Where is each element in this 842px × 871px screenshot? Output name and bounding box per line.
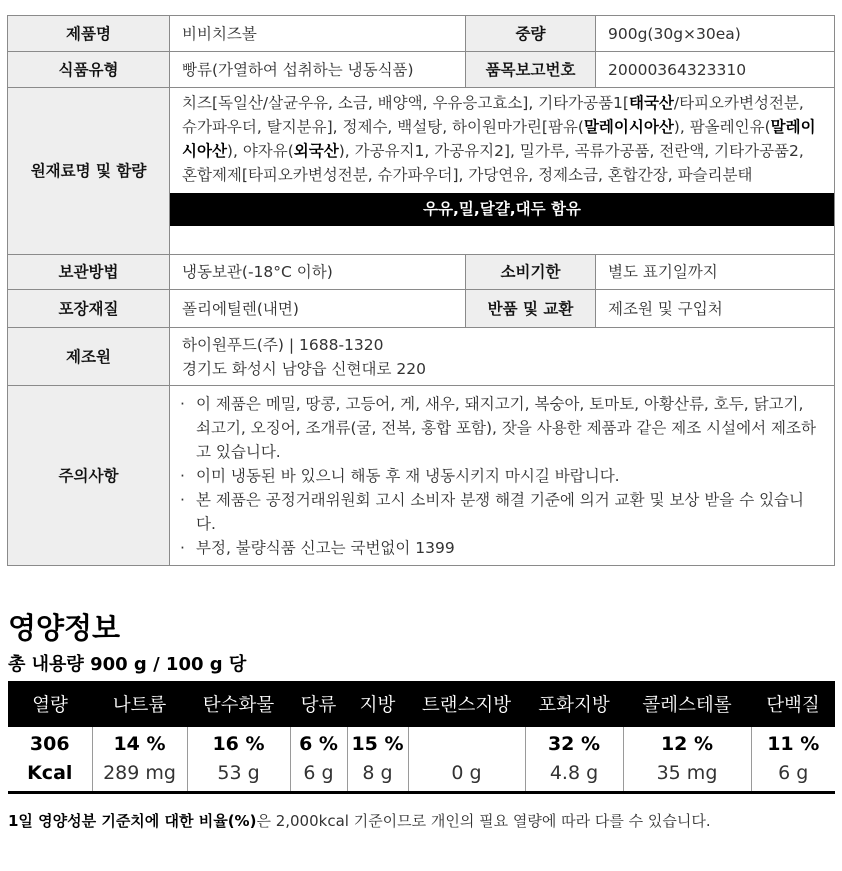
footnote-bold: 1일 영양성분 기준치에 대한 비율(%) (8, 812, 257, 830)
trans-fat-amount: 0 g (451, 762, 482, 784)
bullet-glyph: · (180, 394, 185, 413)
protein-percent: 11 % (767, 733, 820, 755)
ingredients-cell (170, 88, 835, 255)
nutrition-value-row (8, 727, 835, 793)
caution-item: · 이 제품은 메밀, 땅콩, 고등어, 게, 새우, 돼지고기, 복숭아, 토마토, 아황산류, 호두, 닭고기, 쇠고기, 오징어, 조개류(굴, 전복, 홍합 포함), 잣을 사용한 제품과 같은 제조 시설에서 제조하고 있습니다. (180, 392, 822, 464)
cell-calories (8, 727, 92, 793)
ingredients-label: 원재료명 및 함량 (8, 88, 170, 255)
allergen-banner: 우유,밀,달걀,대두 함유 (170, 193, 834, 226)
food-type-value: 빵류(가열하여 섭취하는 냉동식품) (170, 52, 466, 88)
sugars-amount: 6 g (303, 762, 334, 784)
protein-amount: 6 g (778, 762, 809, 784)
cell-saturated-fat (525, 727, 623, 793)
nutrition-serving: 총 내용량 900 g / 100 g 당 (8, 654, 247, 675)
cell-fat (347, 727, 408, 793)
header-protein: 단백질 (751, 681, 835, 727)
food-type-label: 식품유형 (8, 52, 170, 88)
bullet-glyph: · (180, 538, 185, 557)
row-ingredients (8, 88, 835, 255)
cell-cholesterol (623, 727, 751, 793)
row-food-type (8, 52, 835, 88)
expiry-label: 소비기한 (466, 255, 596, 290)
row-product-name (8, 16, 835, 52)
ingredients-text: 치즈[독일산/살균우유, 소금, 배양액, 우유응고효소], 기타가공품1[태국산/타피오카변성전분, 슈가파우더, 탈지분유], 정제수, 백설탕, 하이원마가린[팜유(말레이시아산), 팜올레인유(말레이시아산), 야자유(외국산), 가공유지1, 가공유지2], 밀가루, 곡류가공품, 전란액, 기타가공품2, 혼합제제[타피오카변성전분, 슈가파우더], 가당연유, 정제소금, 혼합간장, 파슬리분태 (182, 94, 816, 184)
header-sugars: 당류 (290, 681, 347, 727)
origin-malaysia-2: 말레이시아산 (182, 118, 816, 160)
cell-trans-fat (408, 727, 525, 793)
origin-thailand: 태국산 (628, 94, 674, 112)
fat-amount: 8 g (362, 762, 393, 784)
manufacturer-name-phone: 하이원푸드(주) | 1688-1320 (182, 335, 384, 354)
calories-unit: Kcal (27, 762, 73, 784)
caution-cell (170, 386, 835, 566)
manufacturer-label: 제조원 (8, 328, 170, 386)
nutrition-title: 영양정보 (8, 611, 121, 645)
cell-sugars (290, 727, 347, 793)
nutrition-header-row (8, 681, 835, 727)
nutrition-table (8, 681, 835, 794)
caution-item: · 본 제품은 공정거래위원회 고시 소비자 분쟁 해결 기준에 의거 교환 및 보상 받을 수 있습니다. (180, 488, 822, 536)
origin-malaysia-1: 말레이시아산 (583, 118, 674, 136)
product-name-label: 제품명 (8, 16, 170, 52)
product-name-value: 비비치즈볼 (170, 16, 466, 52)
saturated-fat-amount: 4.8 g (549, 762, 599, 784)
row-caution (8, 386, 835, 566)
bullet-glyph: · (180, 466, 185, 485)
caution-item: · 이미 냉동된 바 있으니 해동 후 재 냉동시키지 마시길 바랍니다. (180, 464, 822, 488)
header-sodium: 나트륨 (92, 681, 187, 727)
sugars-percent: 6 % (299, 733, 338, 755)
sodium-percent: 14 % (113, 733, 166, 755)
report-no-value: 20000364323310 (596, 52, 835, 88)
carbs-percent: 16 % (212, 733, 265, 755)
header-trans-fat: 트랜스지방 (408, 681, 525, 727)
weight-value: 900g(30g×30ea) (596, 16, 835, 52)
origin-foreign: 외국산 (293, 142, 339, 160)
cholesterol-percent: 12 % (660, 733, 714, 755)
header-cholesterol: 콜레스테롤 (623, 681, 751, 727)
manufacturer-address: 경기도 화성시 남양읍 신현대로 220 (182, 359, 426, 378)
trans-fat-percent (409, 727, 525, 758)
calories-value: 306 (29, 733, 70, 755)
storage-value: 냉동보관(-18°C 이하) (170, 255, 466, 290)
header-saturated-fat: 포화지방 (525, 681, 623, 727)
sodium-amount: 289 mg (103, 762, 176, 784)
weight-label: 중량 (466, 16, 596, 52)
row-packaging (8, 290, 835, 328)
cholesterol-amount: 35 mg (656, 762, 718, 784)
row-storage (8, 255, 835, 290)
cell-protein (751, 727, 835, 793)
cell-carbs (187, 727, 290, 793)
fat-percent: 15 % (351, 733, 404, 755)
header-calories: 열량 (8, 681, 92, 727)
nutrition-footnote (8, 810, 711, 831)
caution-item: · 부정, 불량식품 신고는 국번없이 1399 (180, 536, 822, 560)
packaging-value: 폴리에틸렌(내면) (170, 290, 466, 328)
cell-sodium (92, 727, 187, 793)
expiry-value: 별도 표기일까지 (596, 255, 835, 290)
manufacturer-cell (170, 328, 835, 386)
header-carbs: 탄수화물 (187, 681, 290, 727)
product-info-table (7, 15, 835, 566)
footnote-text: 은 2,000kcal 기준이므로 개인의 필요 열량에 따라 다를 수 있습니다. (256, 812, 711, 830)
row-manufacturer (8, 328, 835, 386)
carbs-amount: 53 g (217, 762, 260, 784)
caution-label: 주의사항 (8, 386, 170, 566)
packaging-label: 포장재질 (8, 290, 170, 328)
bullet-glyph: · (180, 490, 185, 509)
caution-list (170, 387, 834, 565)
exchange-value: 제조원 및 구입처 (596, 290, 835, 328)
header-fat: 지방 (347, 681, 408, 727)
saturated-fat-percent: 32 % (547, 733, 601, 755)
storage-label: 보관방법 (8, 255, 170, 290)
exchange-label: 반품 및 교환 (466, 290, 596, 328)
report-no-label: 품목보고번호 (466, 52, 596, 88)
